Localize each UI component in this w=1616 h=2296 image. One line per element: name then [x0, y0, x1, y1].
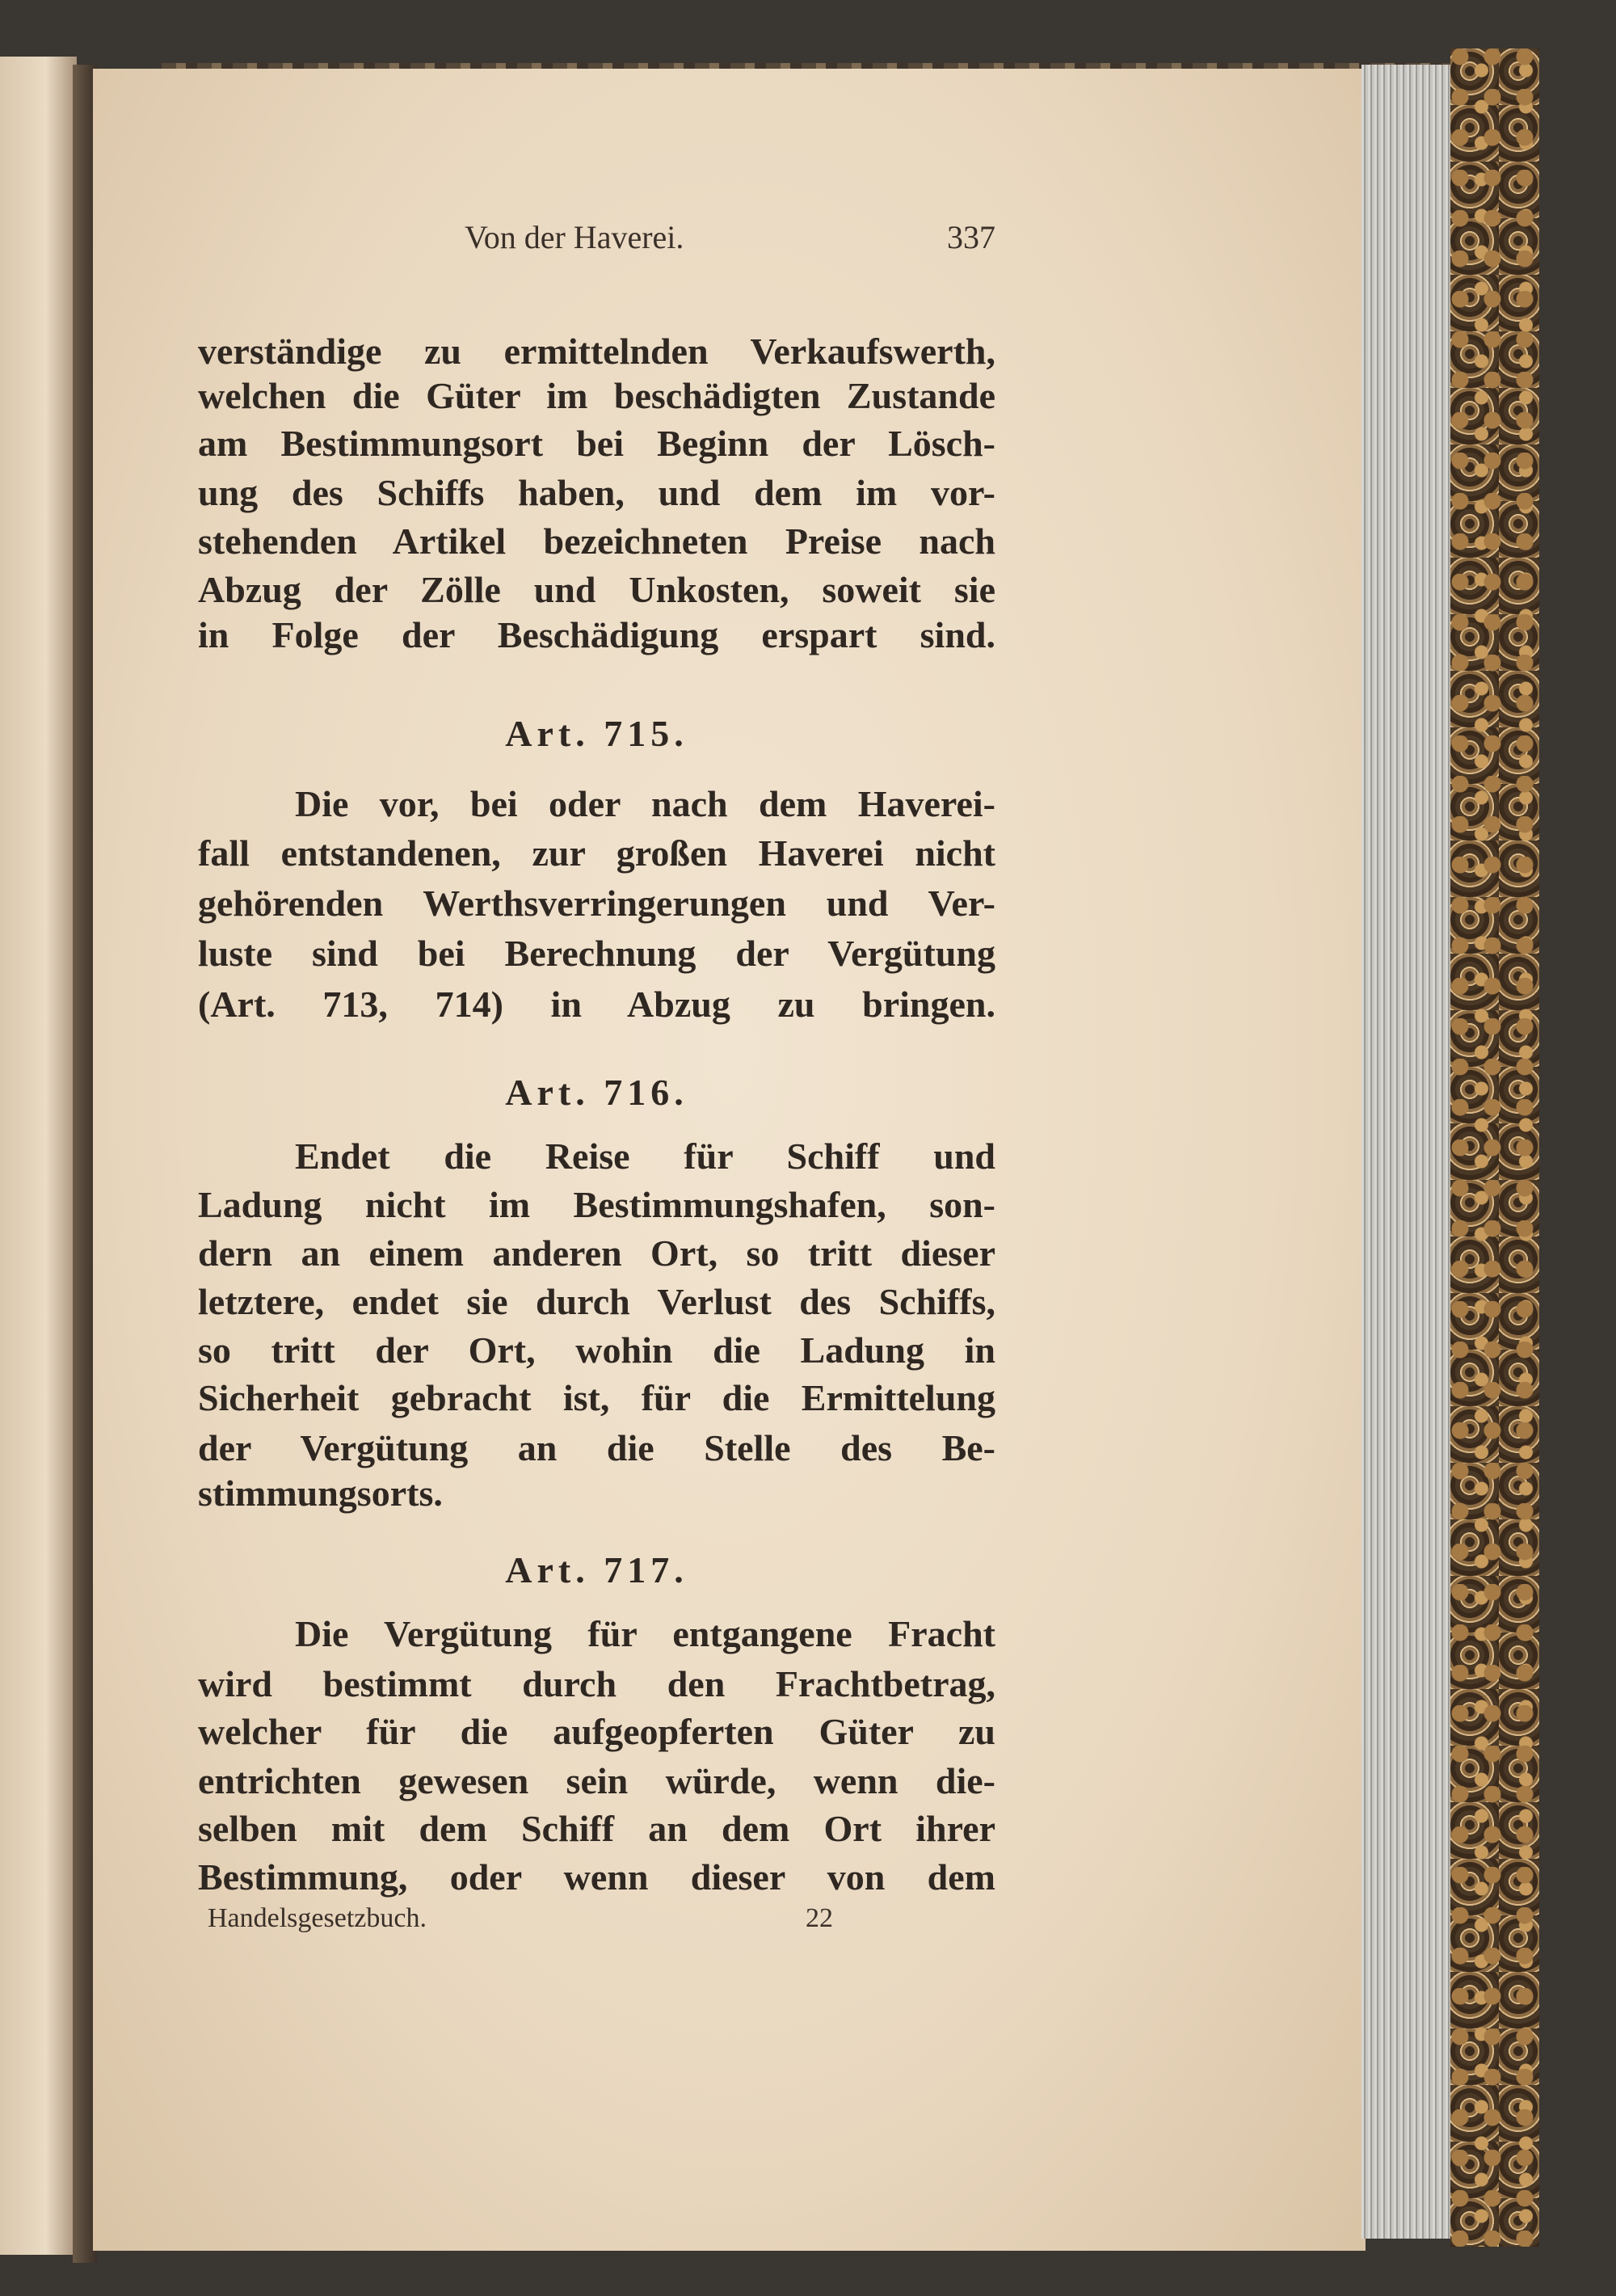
text-line: Endet die Reise für Schiff und: [295, 1135, 995, 1177]
text-line: stehenden Artikel bezeichneten Preise nach: [198, 520, 995, 562]
text-line: so tritt der Ort, wohin die Ladung in: [198, 1329, 995, 1371]
page-number: 337: [947, 219, 995, 255]
text-line: wird bestimmt durch den Frachtbetrag,: [198, 1663, 995, 1704]
signature-mark: 22: [806, 1903, 833, 1933]
text-line: gehörenden Werthsverringerungen und Ver-: [198, 883, 995, 924]
text-line: letztere, endet sie durch Verlust des Schiffs,: [198, 1281, 995, 1322]
text-line: Bestimmung, oder wenn dieser von dem: [198, 1856, 995, 1898]
article-heading: Art. 717.: [505, 1549, 688, 1590]
text-line: Abzug der Zölle und Unkosten, soweit sie: [198, 569, 995, 610]
text-line: in Folge der Beschädigung erspart sind.: [198, 614, 995, 655]
text-line: dern an einem anderen Ort, so tritt dieser: [198, 1232, 995, 1274]
text-line: Die vor, bei oder nach dem Haverei-: [295, 783, 995, 824]
text-line: ung des Schiffs haben, und dem im vor-: [198, 472, 995, 513]
text-line: verständige zu ermittelnden Verkaufswerth,: [198, 331, 995, 372]
text-line: entrichten gewesen sein würde, wenn die-: [198, 1760, 995, 1801]
text-line: selben mit dem Schiff an dem Ort ihrer: [198, 1808, 995, 1849]
text-line: am Bestimmungsort bei Beginn der Lösch-: [198, 423, 995, 464]
text-line: welcher für die aufgeopferten Güter zu: [198, 1711, 995, 1752]
text-line: stimmungsorts.: [198, 1472, 443, 1514]
running-head: [198, 218, 995, 263]
page-edges: [1361, 65, 1450, 2239]
text-line: luste sind bei Berechnung der Vergütung: [198, 933, 995, 974]
article-heading: Art. 716.: [505, 1072, 688, 1113]
text-line: Sicherheit gebracht ist, für die Ermittelung: [198, 1377, 995, 1418]
text-line: Ladung nicht im Bestimmungshafen, son-: [198, 1184, 995, 1225]
footer-title: Handelsgesetzbuch.: [208, 1903, 427, 1933]
text-line: (Art. 713, 714) in Abzug zu bringen.: [198, 984, 995, 1025]
text-line: fall entstandenen, zur großen Haverei nicht: [198, 832, 995, 874]
text-line: welchen die Güter im beschädigten Zustande: [198, 375, 995, 416]
running-title: Von der Haverei.: [465, 219, 684, 255]
page-footer: [198, 1903, 995, 1944]
text-line: der Vergütung an die Stelle des Be-: [198, 1427, 995, 1468]
article-heading: Art. 715.: [505, 713, 688, 754]
marbled-cover: [1450, 48, 1539, 2247]
text-line: Die Vergütung für entgangene Fracht: [295, 1613, 995, 1654]
left-page-edge: [0, 57, 77, 2255]
